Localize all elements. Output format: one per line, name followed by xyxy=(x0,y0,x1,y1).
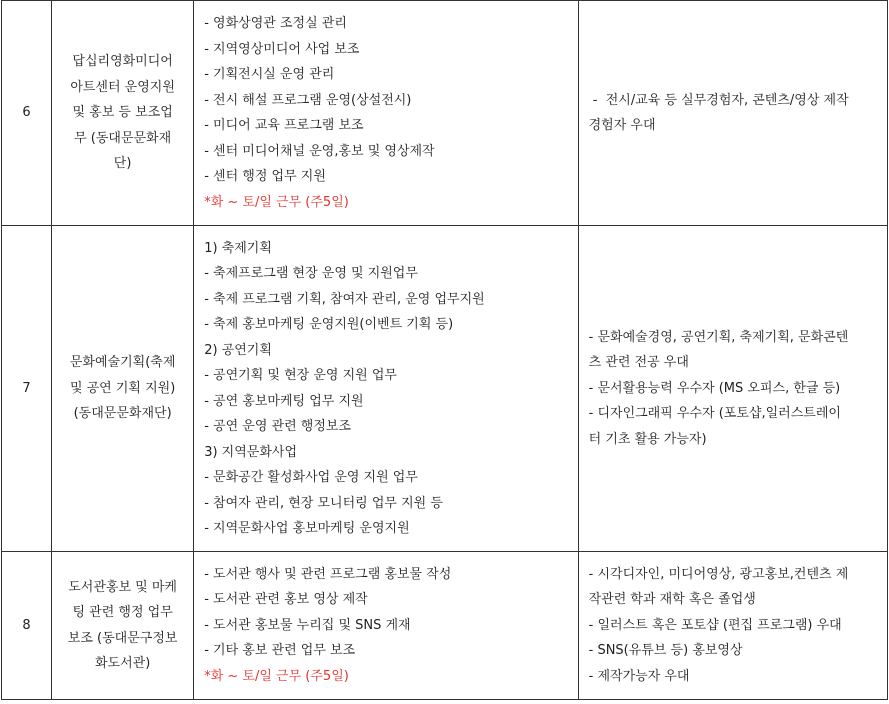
row-number: 6 xyxy=(2,1,52,226)
duties-cell xyxy=(194,552,578,700)
duty-item: 2) 공연기획 xyxy=(204,342,272,358)
duty-item: - 전시 해설 프로그램 운영(상설전시) xyxy=(204,92,412,108)
duty-item: - 공연기획 및 현장 운영 지원 업무 xyxy=(204,368,397,383)
duty-item: - 축제 홍보마케팅 운영지원(이벤트 기획 등) xyxy=(204,317,454,332)
requirement-item: - 제작가능자 우대 xyxy=(588,668,690,684)
duty-item: - 기타 홍보 관련 업무 보조 xyxy=(204,643,356,659)
duty-item: - 도서관 행사 및 관련 프로그램 홍보물 작성 xyxy=(204,566,452,582)
requirement-item: - SNS(유튜브 등) 홍보영상 xyxy=(588,643,743,659)
duty-item: - 도서관 홍보물 누리집 및 SNS 게재 xyxy=(204,617,411,633)
requirements-cell xyxy=(578,1,887,226)
job-name-line: 답십리영화미디어 xyxy=(72,54,173,70)
row-number: 7 xyxy=(2,226,52,552)
job-name-line: 단) xyxy=(113,156,132,172)
requirement-item: - 문서활용능력 우수자 (MS 오피스, 한글 등) xyxy=(588,380,841,396)
requirement-item: - 문화예술경영, 공연기획, 축제기획, 문화콘텐 xyxy=(588,329,849,345)
requirement-item: 터 기초 활용 가능자) xyxy=(588,431,707,447)
requirement-item: - 디자인그래픽 우수자 (포토샵,일러스트레이 xyxy=(588,406,841,422)
requirement-item: 츠 관련 전공 우대 xyxy=(588,355,689,371)
duty-item: - 공연 운영 관련 행정보조 xyxy=(204,419,352,434)
job-name-line: 팅 관련 행정 업무 xyxy=(72,605,173,620)
work-schedule-note: *화 ~ 토/일 근무 (주5일) xyxy=(204,668,349,684)
job-table xyxy=(1,0,888,700)
job-name-line: (동대문문화재단) xyxy=(73,406,172,422)
duty-item: - 센터 미디어채널 운영,홍보 및 영상제작 xyxy=(204,143,435,159)
requirements-cell xyxy=(578,226,887,552)
requirement-item: - 일러스트 혹은 포토샵 (편집 프로그램) 우대 xyxy=(588,617,842,633)
duty-item: - 공연 홍보마케팅 업무 지원 xyxy=(204,393,364,409)
duty-item: - 문화공간 활성화사업 운영 지원 업무 xyxy=(204,470,418,485)
duty-item: - 도서관 관련 홍보 영상 제작 xyxy=(204,592,368,608)
duty-item: - 영화상영관 조정실 관리 xyxy=(204,16,347,31)
duty-item: - 미디어 교육 프로그램 보조 xyxy=(204,118,364,133)
job-name-line: 보조 (동대문구정보 xyxy=(67,630,178,646)
duty-item: - 참여자 관리, 현장 모니터링 업무 지원 등 xyxy=(204,495,443,511)
row-number: 8 xyxy=(2,552,52,700)
job-name-cell xyxy=(52,1,194,226)
requirement-item: 작관련 학과 재학 혹은 졸업생 xyxy=(588,592,756,608)
job-name-line: 및 공연 기획 지원) xyxy=(69,380,176,396)
requirement-item: - 전시/교육 등 실무경험자, 콘텐츠/영상 제작 xyxy=(588,92,849,108)
work-schedule-note: *화 ~ 토/일 근무 (주5일) xyxy=(204,194,349,210)
job-table-body xyxy=(2,1,888,700)
job-name-line: 무 (동대문문화재 xyxy=(74,130,172,146)
job-name-line: 및 홍보 등 보조업 xyxy=(72,105,173,121)
job-name-line: 문화예술기획(축제 xyxy=(69,355,176,371)
duty-item: - 센터 행정 업무 지원 xyxy=(204,169,326,184)
duty-item: - 축제프로그램 현장 운영 및 지원업무 xyxy=(204,266,418,281)
duty-item: - 축제 프로그램 기획, 참여자 관리, 운영 업무지원 xyxy=(204,291,485,307)
duty-item: - 지역문화사업 홍보마케팅 운영지원 xyxy=(204,521,410,536)
table-row xyxy=(2,552,888,700)
job-name-cell xyxy=(52,226,194,552)
job-name-line: 화도서관) xyxy=(94,656,151,671)
table-row xyxy=(2,226,888,552)
duty-item: 1) 축제기획 xyxy=(204,240,272,256)
duty-item: - 기획전시실 운영 관리 xyxy=(204,67,335,82)
job-name-line: 아트센터 운영지원 xyxy=(70,79,175,95)
requirement-item: - 시각디자인, 미디어영상, 광고홍보,컨텐츠 제 xyxy=(588,566,849,582)
duty-item: - 지역영상미디어 사업 보조 xyxy=(204,41,360,57)
requirements-cell xyxy=(578,552,887,700)
duties-cell xyxy=(194,226,578,552)
table-row xyxy=(2,1,888,226)
job-name-cell xyxy=(52,552,194,700)
requirement-item: 경험자 우대 xyxy=(588,118,656,133)
duties-cell xyxy=(194,1,578,226)
job-name-line: 도서관홍보 및 마케 xyxy=(68,579,177,595)
duty-item: 3) 지역문화사업 xyxy=(204,444,298,460)
